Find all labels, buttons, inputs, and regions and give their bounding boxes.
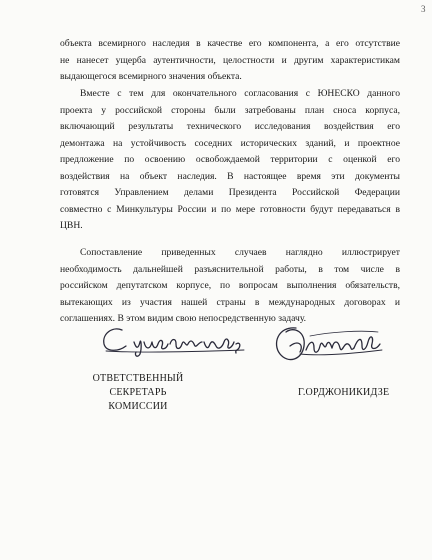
paragraph-line: ЦВН. [60, 220, 83, 231]
paragraph-1 [60, 36, 400, 86]
paragraph-line: предложение по освоению освобождаемой территории с оценкой его [60, 154, 400, 165]
signer-title [68, 372, 208, 414]
paragraph-line: совместно с Минкультуры России и по мере готовности будут передаваться в [60, 203, 400, 215]
paragraph-line: включающий результаты технического исследования воздействия его [60, 121, 400, 132]
paragraph-line: объекта всемирного наследия в качестве его компонента, а его отсутствие [60, 38, 400, 49]
paragraph-line: демонтажа на устойчивость соседних исторических зданий, и проектное [60, 137, 400, 149]
signer-name: Г.ОРДЖОНИКИДЗЕ [298, 387, 390, 398]
paragraph-2 [60, 86, 400, 235]
paragraph-line: российском депутатском корпусе, по вопросам выполнения обязательств, [60, 280, 400, 291]
signature-mark [270, 320, 385, 370]
paragraph-line: Сопоставление приведенных случаев наглядно иллюстрирует [80, 247, 400, 258]
paragraph-line: Вместе с тем для окончательного согласования с ЮНЕСКО данного [80, 88, 400, 99]
paragraph-line: готовятся Управлением делами Президента Российской Федерации [60, 187, 400, 198]
paragraph-line: необходимость дальнейшей разъяснительной работы, в том числе в [60, 263, 400, 275]
paragraph-line: не нанесет ущерба аутентичности, целостности и другим характеристикам [60, 54, 400, 66]
signer-title-line: ОТВЕТСТВЕННЫЙ СЕКРЕТАРЬ [92, 373, 184, 398]
paragraph-line: выдающегося всемирного значения объекта. [60, 71, 242, 82]
page-number: 3 [421, 4, 426, 14]
paragraph-line: проекта у российской стороны были затребованы план сноса корпуса, [60, 104, 400, 116]
paragraph-line: воздействия на объект наследия. В настоящее время эти документы [60, 170, 400, 182]
signer-title-line: КОМИССИИ [108, 401, 168, 412]
paragraph-line: соглашениях. В этом видим свою непосредственную задачу. [60, 313, 307, 324]
paragraph-3 [60, 245, 400, 328]
paragraph-line: вытекающих из участия нашей страны в международных договорах и [60, 296, 400, 308]
